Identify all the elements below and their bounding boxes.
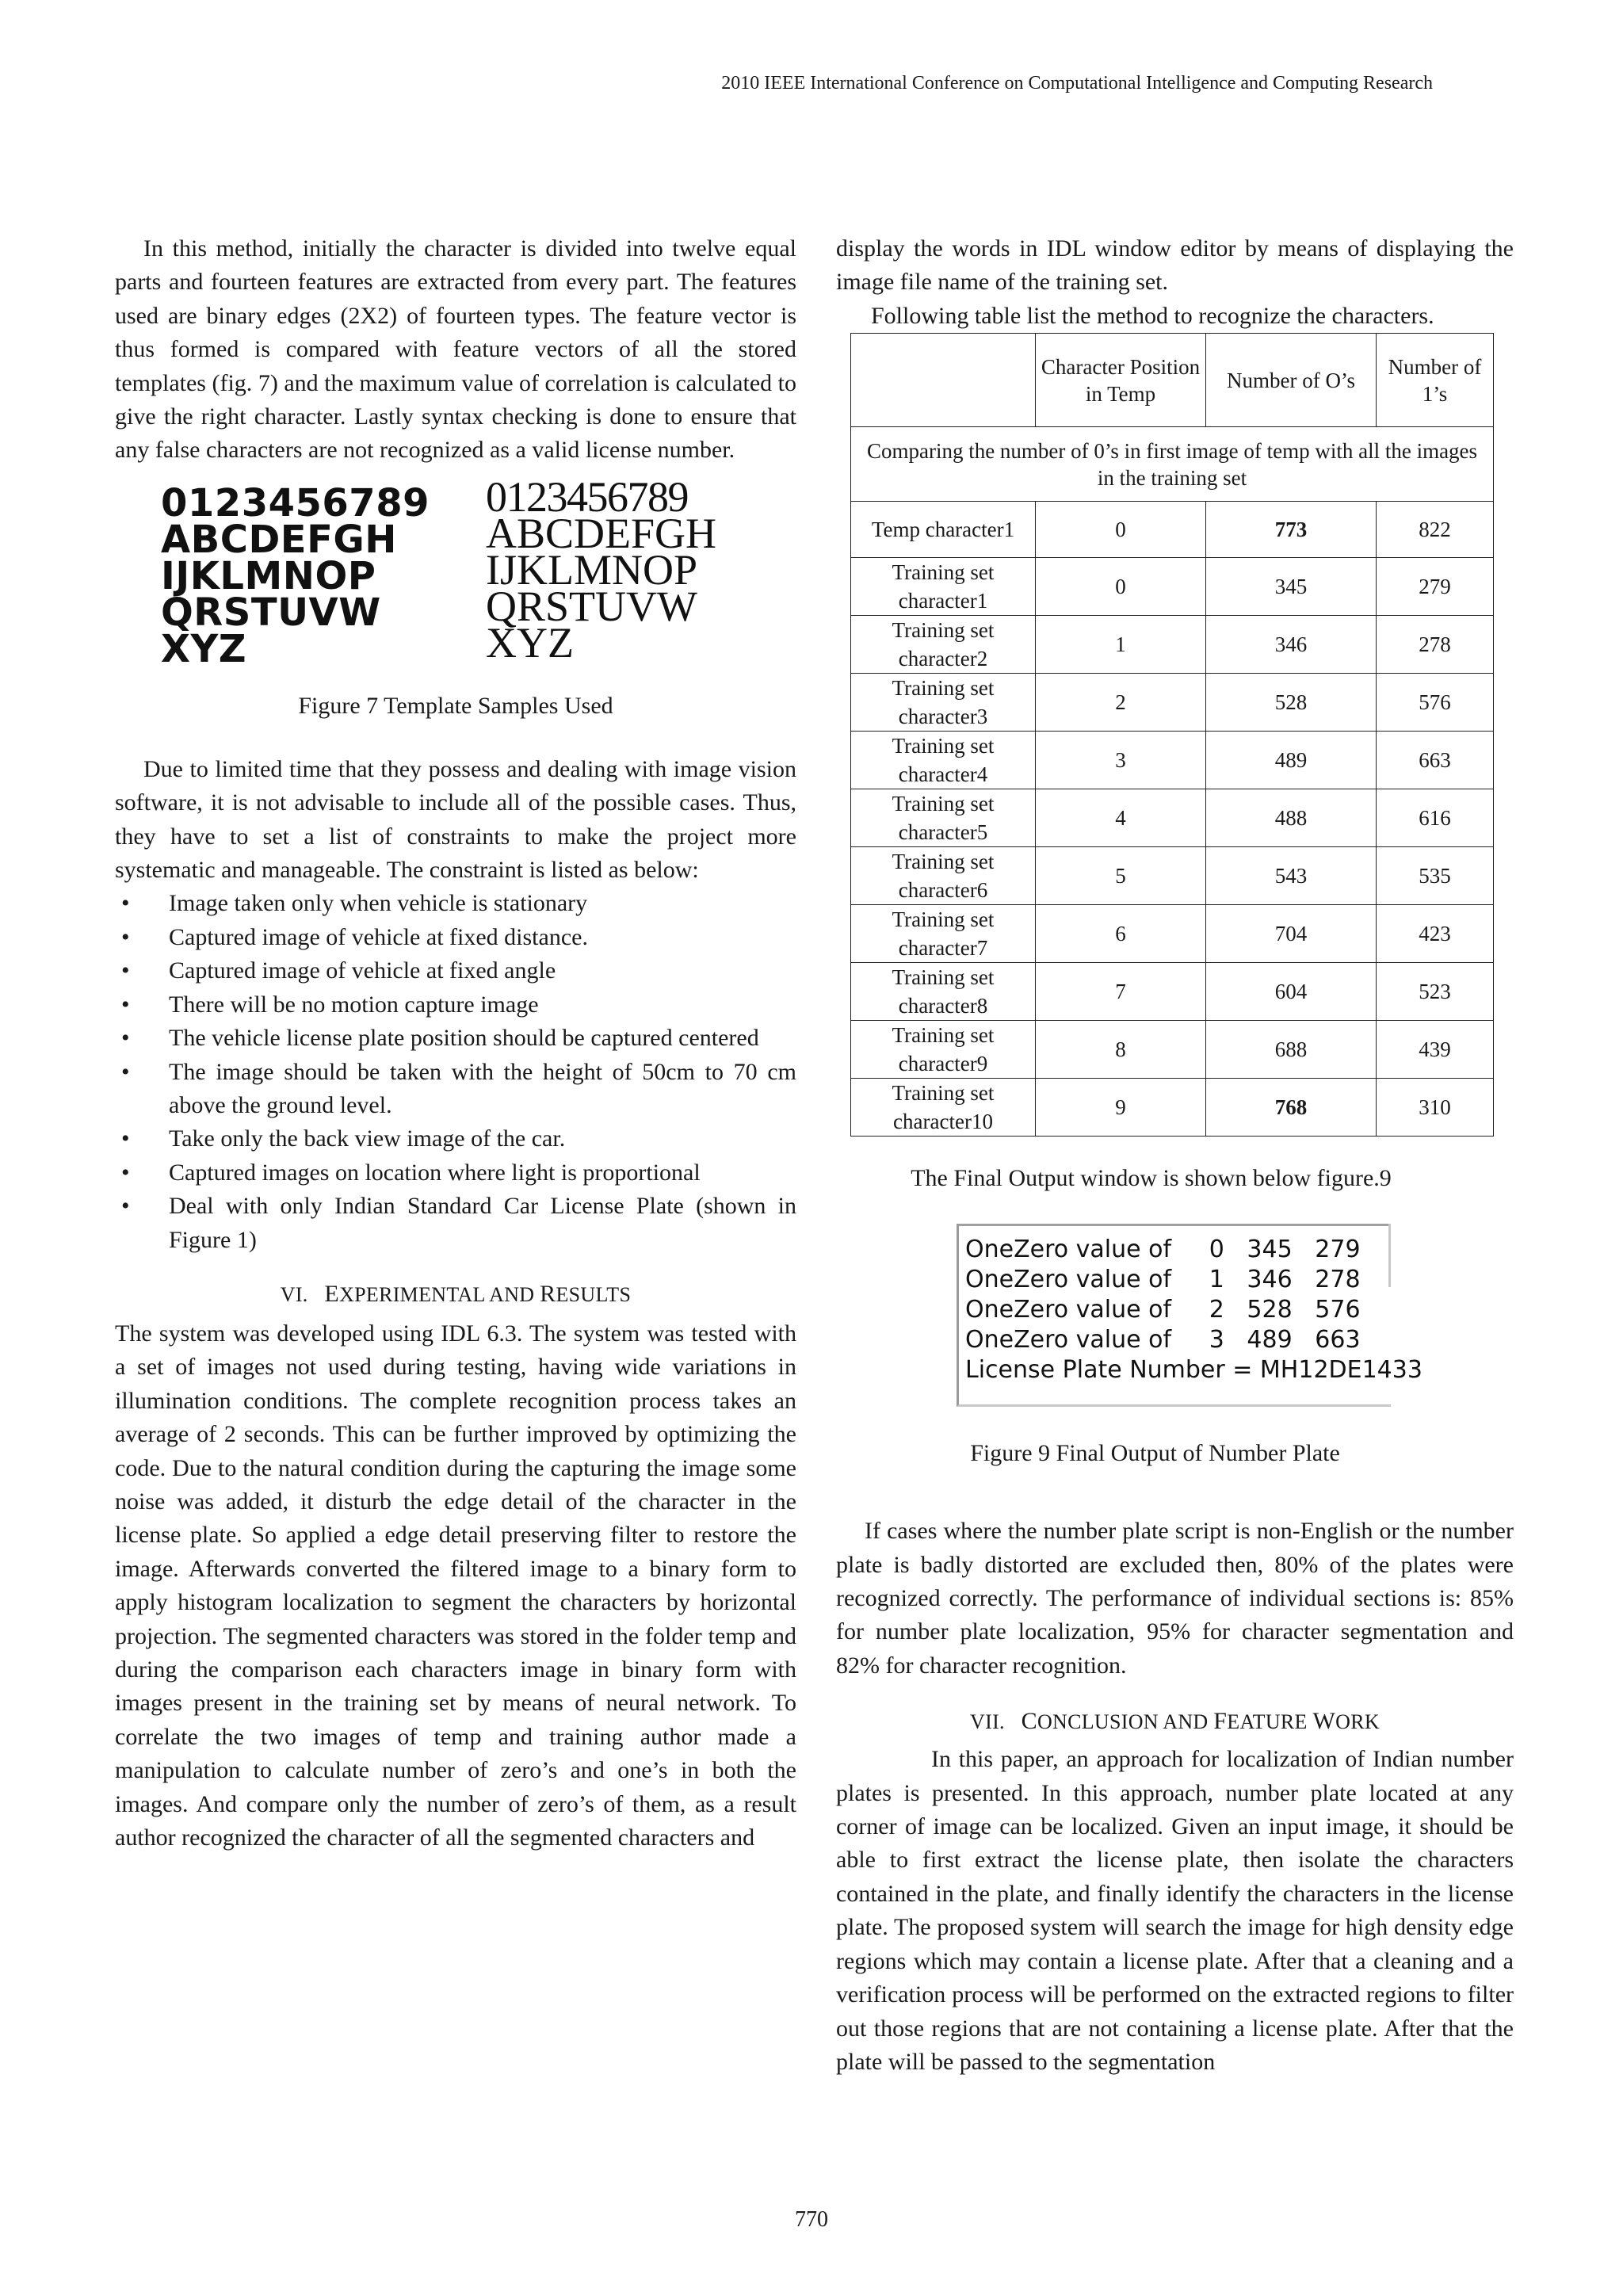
section7-cap2: F — [1213, 1708, 1228, 1735]
table-cell: Training set character6 — [851, 847, 1036, 905]
output-line: OneZero value of 3 489 663 — [965, 1326, 1361, 1354]
table-row — [851, 1079, 1494, 1137]
constraints-list — [115, 887, 796, 1256]
section7-word2: EATURE — [1227, 1710, 1313, 1734]
table-cell: 688 — [1206, 1021, 1377, 1079]
list-item: • The image should be taken with the height of 50cm to 70 cm above the ground level. — [115, 1056, 796, 1123]
table-cell: 616 — [1377, 789, 1494, 847]
figure7-caption: Figure 7 Template Samples Used — [298, 692, 613, 719]
section6-word1: XPERIMENTAL AND — [339, 1282, 540, 1306]
table-cell: Training set character1 — [851, 558, 1036, 616]
table-cell: 9 — [1036, 1079, 1206, 1137]
template-serif-line: QRSTUVW — [486, 582, 697, 630]
table-cell: 8 — [1036, 1021, 1206, 1079]
template-serif-line: ABCDEFGH — [486, 509, 717, 557]
left-column — [115, 232, 796, 1855]
table-cell: Training set character2 — [851, 616, 1036, 674]
table-header-cell: Number of O’s — [1206, 334, 1377, 427]
template-sans-line: ABCDEFGH — [161, 517, 397, 562]
table-cell: 768 — [1206, 1079, 1377, 1137]
table-cell: 489 — [1206, 732, 1377, 789]
list-item: • Image taken only when vehicle is stationary — [115, 887, 796, 920]
table-cell: Training set character7 — [851, 905, 1036, 963]
table-cell: 523 — [1377, 963, 1494, 1021]
table-cell: Training set character9 — [851, 1021, 1036, 1079]
table-cell: 663 — [1377, 732, 1494, 789]
accuracy-paragraph: If cases where the number plate script is non-English or the number plate is badly distorted are excluded then, 80% of the plates were recognized correctly. The performance of individual sections is: 85% for number plate localization, 95% for character segmentation and 82% for character recognition. — [836, 1518, 1514, 1679]
final-output-text: The Final Output window is shown below figure.9 — [911, 1165, 1392, 1192]
table-cell: Training set character5 — [851, 789, 1036, 847]
table-cell: 1 — [1036, 616, 1206, 674]
table-row — [851, 732, 1494, 789]
table-cell: 488 — [1206, 789, 1377, 847]
table-header-cell — [851, 334, 1036, 427]
table-row — [851, 616, 1494, 674]
section6-cap2: R — [540, 1280, 556, 1307]
table-cell: 528 — [1206, 674, 1377, 732]
template-serif-line: IJKLMNOP — [486, 545, 698, 594]
template-serif-line: 0123456789 — [486, 472, 688, 521]
table-cell: 773 — [1206, 502, 1377, 558]
section6-number: VI. — [280, 1282, 308, 1306]
intro-paragraph: In this method, initially the character is divided into twelve equal parts and fourteen features are extracted from every part. The features used are binary edges (2X2) of fourteen types. The feature vector is thus formed is compared with feature vectors of all the stored templates (fig. 7) and the maximum value of correlation is calculated to give the right character. Lastly syntax checking is done to ensure that any false characters are not recognized as a valid license number. — [115, 235, 796, 464]
table-cell: 4 — [1036, 789, 1206, 847]
template-sans-line: QRSTUVW — [161, 590, 381, 635]
template-samples-figure — [161, 472, 763, 683]
conference-header: 2010 IEEE International Conference on Computational Intelligence and Computing Research — [721, 73, 1433, 94]
table-row — [851, 847, 1494, 905]
table-row — [851, 789, 1494, 847]
section6-word2: ESULTS — [556, 1282, 632, 1306]
continuation-paragraph: display the words in IDL window editor by means of displaying the image file name of the training set. — [836, 235, 1514, 296]
table-cell: 543 — [1206, 847, 1377, 905]
section7-cap3: W — [1312, 1708, 1336, 1735]
table-header-cell: Character Position in Temp — [1036, 334, 1206, 427]
table-cell: 310 — [1377, 1079, 1494, 1137]
output-line: License Plate Number = MH12DE1433 — [965, 1356, 1423, 1385]
section6-heading — [115, 1281, 796, 1308]
table-header-cell: Number of 1’s — [1377, 334, 1494, 427]
table-row — [851, 558, 1494, 616]
results-paragraph: The system was developed using IDL 6.3. The system was tested with a set of images not used during testing, having wide variations in illumination conditions. The complete recognition process takes an average of 2 seconds. This can be further improved by optimizing the code. Due to the natural condition during the capturing the image some noise was added, it disturb the edge detail of the character in the license plate. So applied a edge detail preserving filter to restore the image. Afterwards converted the filtered image to a binary form to apply histogram localization to segment the characters by horizontal projection. The segmented characters was stored in the folder temp and during the comparison each characters image in binary form with images present in the training set by means of neural network. To correlate the two images of temp and training author made a manipulation to calculate number of zero’s and one’s in both the images. And compare only the number of zero’s of them, as a result author recognized the character of all the segmented characters and — [115, 1320, 796, 1851]
list-item: • Captured image of vehicle at fixed distance. — [115, 921, 796, 954]
table-span-cell: Comparing the number of 0’s in first image of temp with all the images in the training set — [851, 427, 1494, 502]
table-cell: 279 — [1377, 558, 1494, 616]
table-cell: 822 — [1377, 502, 1494, 558]
table-cell: 278 — [1377, 616, 1494, 674]
table-cell: 346 — [1206, 616, 1377, 674]
table-cell: 604 — [1206, 963, 1377, 1021]
table-cell: 7 — [1036, 963, 1206, 1021]
template-serif-block — [486, 472, 717, 667]
output-line: OneZero value of 1 346 278 — [965, 1266, 1361, 1294]
template-sans-line: 0123456789 — [161, 480, 430, 525]
page-number: 770 — [795, 2207, 828, 2232]
template-sans-line: XYZ — [161, 626, 247, 671]
table-cell: 345 — [1206, 558, 1377, 616]
figure9-caption: Figure 9 Final Output of Number Plate — [970, 1440, 1340, 1467]
comparison-table — [850, 333, 1494, 1137]
table-row — [851, 674, 1494, 732]
table-cell: Training set character3 — [851, 674, 1036, 732]
list-item: • Take only the back view image of the car. — [115, 1122, 796, 1156]
conclusion-paragraph: In this paper, an approach for localization of Indian number plates is presented. In this approach, number plate located at any corner of image can be localized. Given an input image, it should be able to first extract the license plate, then isolate the characters contained in the plate, and finally identify the characters in the license plate. The proposed system will search the image for high density edge regions which may contain a license plate. After that a cleaning and a verification process will be performed on the extracted regions to filter out those regions that are not containing a license plate. After that the plate will be passed to the segmentation — [836, 1746, 1514, 2075]
output-line: OneZero value of 2 528 576 — [965, 1296, 1361, 1324]
right-column — [836, 232, 1514, 2079]
template-sans-block — [161, 480, 430, 671]
table-cell: 3 — [1036, 732, 1206, 789]
template-sans-line: IJKLMNOP — [161, 553, 376, 598]
table-cell: 535 — [1377, 847, 1494, 905]
list-item: • The vehicle license plate position should be captured centered — [115, 1022, 796, 1055]
table-header-row — [851, 334, 1494, 427]
list-item: • Deal with only Indian Standard Car License Plate (shown in Figure 1) — [115, 1190, 796, 1257]
section7-cap1: C — [1021, 1708, 1037, 1735]
table-row — [851, 1021, 1494, 1079]
table-cell: 6 — [1036, 905, 1206, 963]
list-item: • Captured image of vehicle at fixed angle — [115, 954, 796, 988]
template-serif-line: XYZ — [486, 618, 574, 667]
table-cell: 423 — [1377, 905, 1494, 963]
table-cell: Training set character8 — [851, 963, 1036, 1021]
table-row — [851, 963, 1494, 1021]
output-window-text — [965, 1235, 1423, 1385]
list-item: • There will be no motion capture image — [115, 988, 796, 1022]
table-cell: Training set character10 — [851, 1079, 1036, 1137]
section7-word3: ORK — [1335, 1710, 1380, 1734]
table-cell: 5 — [1036, 847, 1206, 905]
table-cell: 2 — [1036, 674, 1206, 732]
table-row — [851, 502, 1494, 558]
table-cell: Temp character1 — [851, 502, 1036, 558]
table-cell: 576 — [1377, 674, 1494, 732]
output-line: OneZero value of 0 345 279 — [965, 1236, 1361, 1264]
table-cell: 0 — [1036, 502, 1206, 558]
table-cell: 704 — [1206, 905, 1377, 963]
list-item: • Captured images on location where light is proportional — [115, 1156, 796, 1190]
constraints-intro: Due to limited time that they possess and dealing with image vision software, it is not advisable to include all of the possible cases. Thus, they have to set a list of constraints to make the project more systematic and manageable. The constraint is listed as below: — [115, 755, 796, 884]
table-row — [851, 905, 1494, 963]
table-cell: 439 — [1377, 1021, 1494, 1079]
table-cell: Training set character4 — [851, 732, 1036, 789]
table-cell: 0 — [1036, 558, 1206, 616]
section7-heading — [836, 1708, 1514, 1735]
table-intro: Following table list the method to recognize the characters. — [871, 302, 1434, 329]
final-output-window — [957, 1224, 1423, 1407]
section7-number: VII. — [970, 1710, 1005, 1734]
section7-word1: ONCLUSION AND — [1037, 1710, 1214, 1734]
output-window-border — [959, 1224, 1391, 1226]
table-span-row — [851, 427, 1494, 502]
section6-cap1: E — [324, 1280, 340, 1307]
